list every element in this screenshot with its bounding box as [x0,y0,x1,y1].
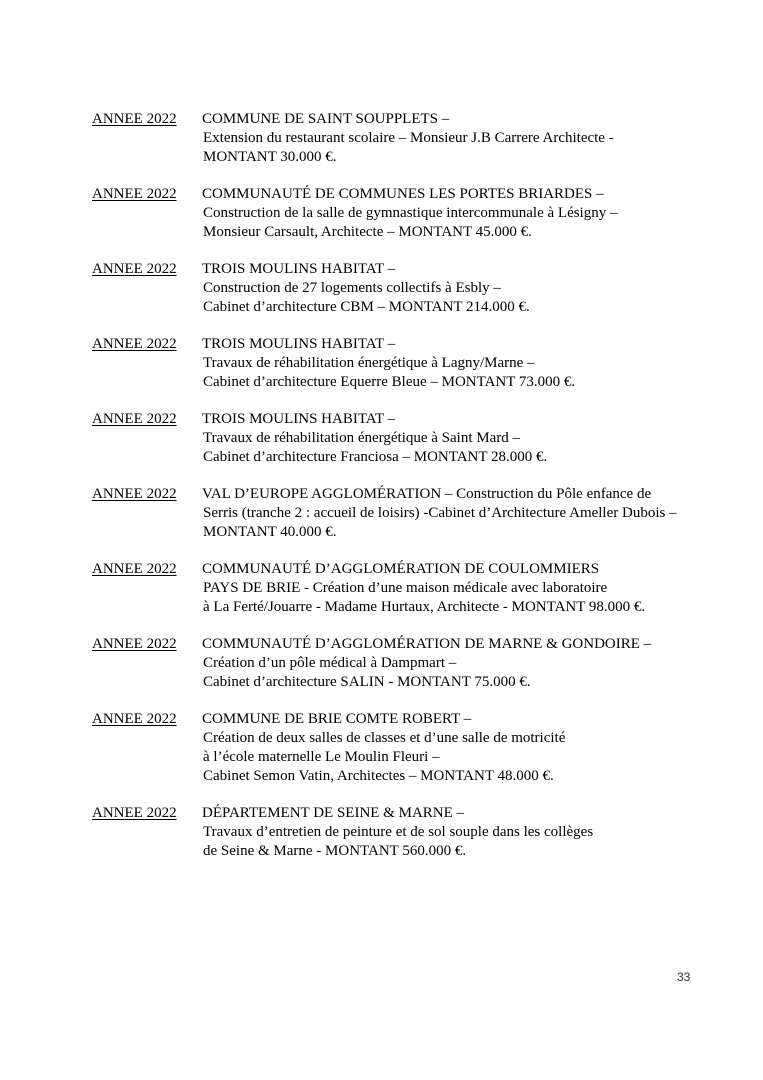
entry-line: PAYS DE BRIE - Création d’une maison médicale avec laboratoire [203,580,608,596]
entry-item [92,110,712,167]
entry-description [202,635,712,692]
entry-line: Travaux de réhabilitation énergétique à Lagny/Marne – [203,355,535,371]
entry-item [92,804,712,861]
entry-item [92,335,712,392]
entry-description [202,485,712,542]
page-number: 33 [677,970,691,984]
entry-item [92,410,712,467]
entry-line: DÉPARTEMENT DE SEINE & MARNE – [202,805,465,821]
entry-line: COMMUNAUTÉ D’AGGLOMÉRATION DE COULOMMIERS [202,561,600,577]
entry-item [92,560,712,617]
entry-year: ANNEE 2022 [92,411,177,427]
entry-year: ANNEE 2022 [92,486,177,502]
entry-line: Travaux d’entretien de peinture et de sol souple dans les collèges [203,824,594,840]
entry-line: de Seine & Marne - MONTANT 560.000 €. [203,843,467,859]
entry-item [92,485,712,542]
entry-item [92,185,712,242]
entry-item [92,635,712,692]
entry-line: Cabinet d’architecture Franciosa – MONTANT 28.000 €. [203,449,548,465]
entry-description [202,335,712,392]
entry-line: Serris (tranche 2 : accueil de loisirs) -Cabinet d’Architecture Ameller Dubois – [203,505,677,521]
entry-line: Extension du restaurant scolaire – Monsieur J.B Carrere Architecte - [203,130,614,146]
entry-line: TROIS MOULINS HABITAT – [202,411,396,427]
entry-description [202,185,712,242]
entry-line: VAL D’EUROPE AGGLOMÉRATION – Construction du Pôle enfance de [202,486,652,502]
entry-line: Cabinet Semon Vatin, Architectes – MONTANT 48.000 €. [203,768,554,784]
entry-line: TROIS MOULINS HABITAT – [202,261,396,277]
entry-description [202,260,712,317]
entry-year: ANNEE 2022 [92,336,177,352]
entry-line: Cabinet d’architecture Equerre Bleue – MONTANT 73.000 €. [203,374,576,390]
entry-item [92,710,712,786]
entries-list [92,110,712,879]
entry-year: ANNEE 2022 [92,711,177,727]
entry-line: à l’école maternelle Le Moulin Fleuri – [203,749,440,765]
entry-description [202,710,712,786]
entry-line: à La Ferté/Jouarre - Madame Hurtaux, Architecte - MONTANT 98.000 €. [203,599,646,615]
entry-item [92,260,712,317]
entry-year: ANNEE 2022 [92,561,177,577]
entry-description [202,560,712,617]
entry-line: Création d’un pôle médical à Dampmart – [203,655,457,671]
entry-line: COMMUNAUTÉ D’AGGLOMÉRATION DE MARNE & GONDOIRE – [202,636,652,652]
entry-line: MONTANT 40.000 €. [203,524,337,540]
entry-year: ANNEE 2022 [92,186,177,202]
entry-line: Construction de 27 logements collectifs à Esbly – [203,280,501,296]
entry-year: ANNEE 2022 [92,805,177,821]
entry-line: Cabinet d’architecture CBM – MONTANT 214.000 €. [203,299,530,315]
entry-line: TROIS MOULINS HABITAT – [202,336,396,352]
entry-line: Monsieur Carsault, Architecte – MONTANT 45.000 €. [203,224,532,240]
entry-description [202,804,712,861]
entry-line: COMMUNE DE BRIE COMTE ROBERT – [202,711,472,727]
entry-line: MONTANT 30.000 €. [203,149,337,165]
entry-line: Cabinet d’architecture SALIN - MONTANT 75.000 €. [203,674,531,690]
entry-line: Construction de la salle de gymnastique intercommunale à Lésigny – [203,205,618,221]
entry-line: COMMUNE DE SAINT SOUPPLETS – [202,111,450,127]
entry-description [202,410,712,467]
entry-year: ANNEE 2022 [92,261,177,277]
entry-line: Création de deux salles de classes et d’une salle de motricité [203,730,566,746]
entry-description [202,110,712,167]
entry-year: ANNEE 2022 [92,636,177,652]
entry-line: Travaux de réhabilitation énergétique à Saint Mard – [203,430,520,446]
entry-year: ANNEE 2022 [92,111,177,127]
entry-line: COMMUNAUTÉ DE COMMUNES LES PORTES BRIARDES – [202,186,604,202]
